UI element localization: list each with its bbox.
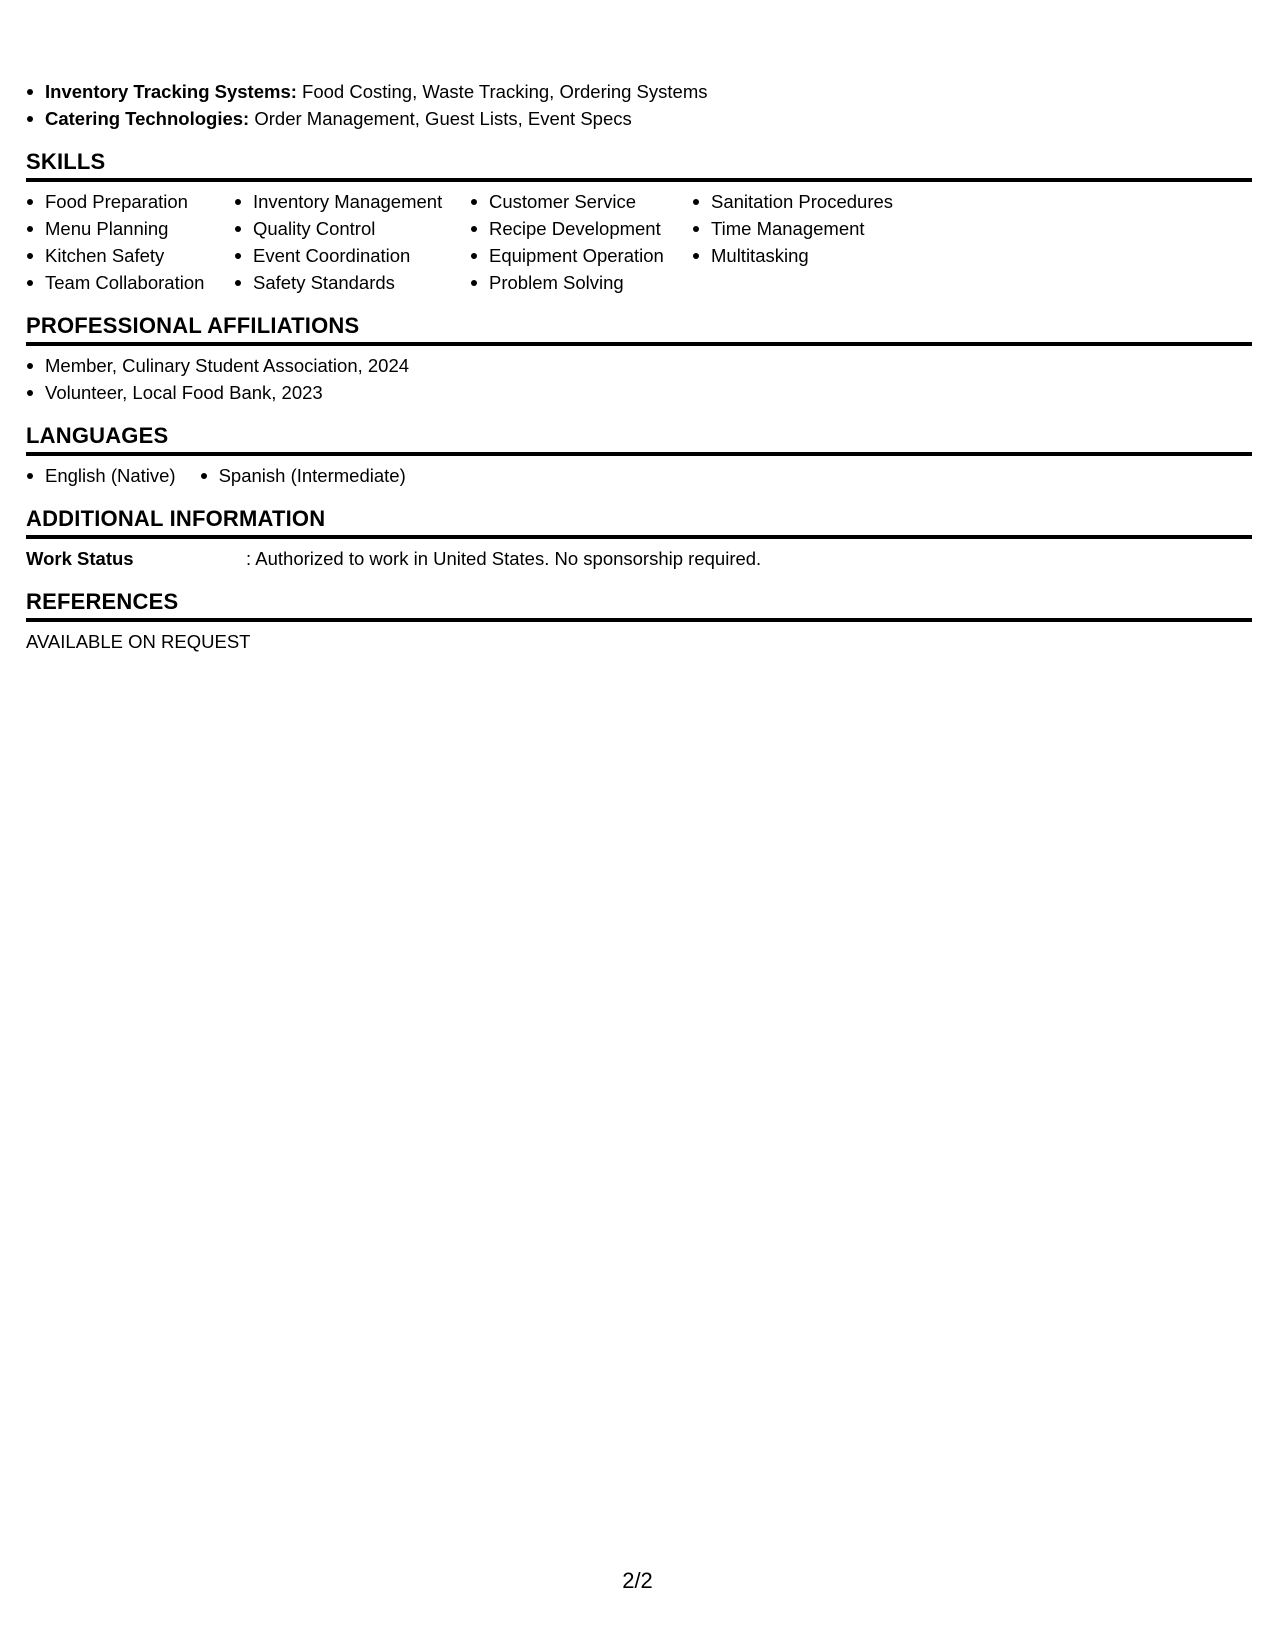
skills-column xyxy=(692,188,932,296)
technology-value: Food Costing, Waste Tracking, Ordering Systems xyxy=(302,81,708,102)
affiliations-list xyxy=(26,352,1252,406)
skills-grid xyxy=(26,188,1252,296)
affiliation-item: Volunteer, Local Food Bank, 2023 xyxy=(26,379,1252,406)
affiliation-item: Member, Culinary Student Association, 2024 xyxy=(26,352,1252,379)
skills-heading: SKILLS xyxy=(26,148,1252,182)
skill-item: Recipe Development xyxy=(470,215,692,242)
skill-item: Team Collaboration xyxy=(26,269,234,296)
references-text: AVAILABLE ON REQUEST xyxy=(26,631,251,652)
language-item: Spanish (Intermediate) xyxy=(200,462,406,489)
skill-item: Sanitation Procedures xyxy=(692,188,932,215)
skill-item: Event Coordination xyxy=(234,242,470,269)
skill-item: Menu Planning xyxy=(26,215,234,242)
skill-item: Quality Control xyxy=(234,215,470,242)
affiliations-section xyxy=(26,312,1252,406)
languages-list xyxy=(26,462,1252,489)
technology-item xyxy=(26,105,1252,132)
languages-section xyxy=(26,422,1252,489)
skill-item: Safety Standards xyxy=(234,269,470,296)
additional-info-heading: ADDITIONAL INFORMATION xyxy=(26,505,1252,539)
technology-label: Catering Technologies: xyxy=(45,108,250,129)
work-status-row xyxy=(26,545,1252,572)
skill-item: Kitchen Safety xyxy=(26,242,234,269)
skill-item: Time Management xyxy=(692,215,932,242)
affiliations-heading: PROFESSIONAL AFFILIATIONS xyxy=(26,312,1252,346)
skill-item: Equipment Operation xyxy=(470,242,692,269)
technology-item xyxy=(26,78,1252,105)
page-number: 2/2 xyxy=(622,1568,653,1593)
skill-item: Inventory Management xyxy=(234,188,470,215)
skill-item: Multitasking xyxy=(692,242,932,269)
skill-item: Customer Service xyxy=(470,188,692,215)
references-section xyxy=(26,588,1252,655)
technology-label: Inventory Tracking Systems: xyxy=(45,81,297,102)
work-status-label: Work Status xyxy=(26,548,134,569)
skill-item: Problem Solving xyxy=(470,269,692,296)
skills-section xyxy=(26,148,1252,296)
references-heading: REFERENCES xyxy=(26,588,1252,622)
skills-column xyxy=(26,188,234,296)
technology-value: Order Management, Guest Lists, Event Specs xyxy=(254,108,632,129)
resume-page xyxy=(26,78,1252,655)
languages-heading: LANGUAGES xyxy=(26,422,1252,456)
work-status-value: : Authorized to work in United States. No sponsorship required. xyxy=(246,548,762,569)
technology-list xyxy=(26,78,1252,132)
language-item: English (Native) xyxy=(26,462,176,489)
skill-item: Food Preparation xyxy=(26,188,234,215)
skills-column xyxy=(470,188,692,296)
additional-info-section xyxy=(26,505,1252,572)
skills-column xyxy=(234,188,470,296)
